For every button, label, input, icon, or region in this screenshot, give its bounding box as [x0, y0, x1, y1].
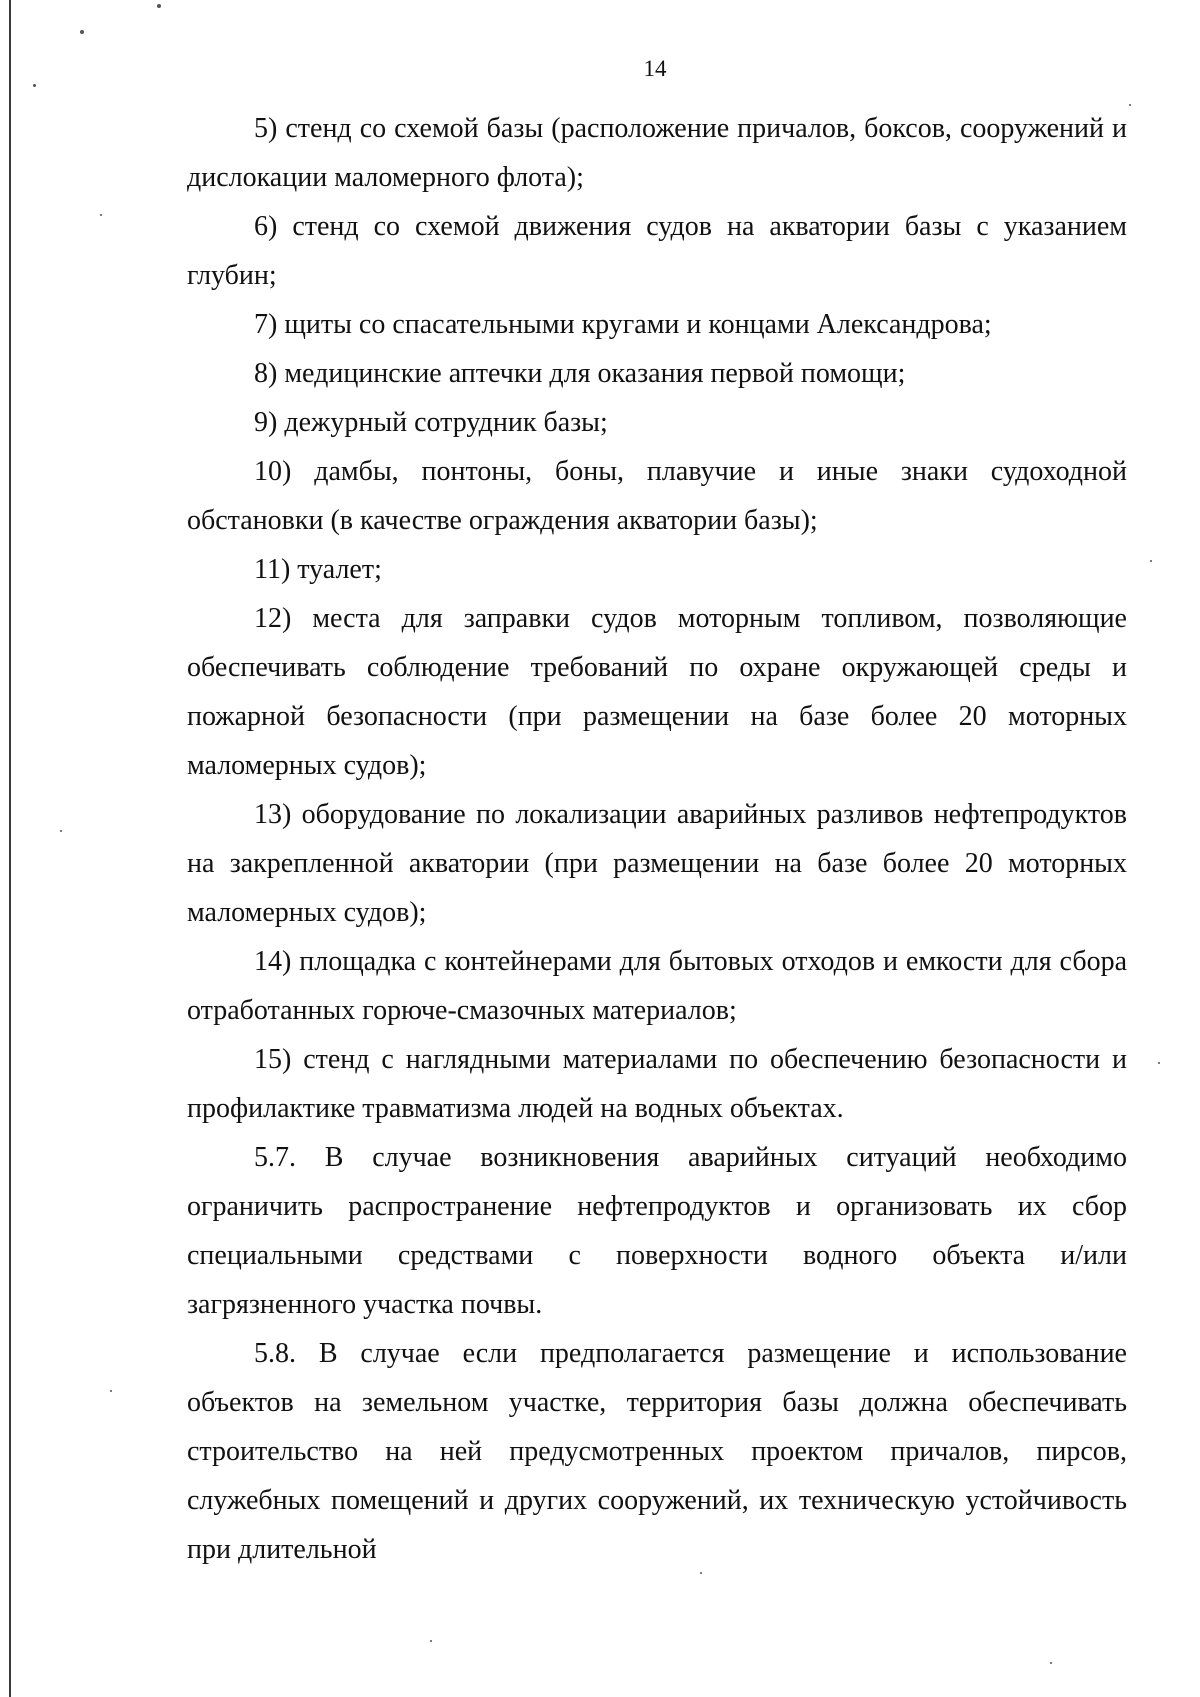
scan-speck: [110, 1390, 112, 1392]
clause-5-7: 5.7. В случае возникновения аварийных ситуаций необходимо ограничить распространение нефтепродуктов и организовать их сбор специальными средствами с поверхности водного объекта и/или загрязненного участка почвы.: [187, 1142, 1127, 1320]
scan-speck: [80, 30, 84, 34]
list-item-aptechki: 8) медицинские аптечки для оказания первой помощи;: [254, 358, 906, 389]
list-item-zapravka: 12) места для заправки судов моторным топливом, позволяющие обеспечивать соблюдение требований по охране окружающей среды и пожарной безопасности (при размещении на базе более 20 моторных маломерных судов);: [187, 603, 1127, 781]
list-item-ploshchadka: 14) площадка с контейнерами для бытовых отходов и емкости для сбора отработанных горюче-смазочных материалов;: [187, 946, 1127, 1026]
scan-speck: [157, 4, 161, 8]
clause-5-8: 5.8. В случае если предполагается размещение и использование объектов на земельном участке, территория базы должна обеспечивать строительство на ней предусмотренных проектом причалов, пирсов, служебных помещений и других сооружений, их техническую устойчивость при длительной: [187, 1338, 1127, 1565]
list-item-stend-materialy: 15) стенд с наглядными материалами по обеспечению безопасности и профилактике травматизма людей на водных объектах.: [187, 1044, 1127, 1124]
list-item-dezhurnyy: 9) дежурный сотрудник базы;: [254, 407, 608, 438]
list-item-stend-skhema-bazy: 5) стенд со схемой базы (расположение причалов, боксов, сооружений и дислокации маломерного флота);: [187, 113, 1127, 193]
list-item-damby-pontony: 10) дамбы, понтоны, боны, плавучие и иные знаки судоходной обстановки (в качестве ограждения акватории базы);: [187, 456, 1127, 536]
list-item-stend-dvizhenie-sudov: 6) стенд со схемой движения судов на акватории базы с указанием глубин;: [187, 211, 1127, 291]
scan-speck: [1050, 1662, 1052, 1664]
scan-speck: [1150, 560, 1152, 562]
list-item-shchity-krugi: 7) щиты со спасательными кругами и концами Александрова;: [254, 309, 992, 340]
list-item-lokalizatsiya: 13) оборудование по локализации аварийных разливов нефтепродуктов на закрепленной акватории (при размещении на базе более 20 моторных маломерных судов);: [187, 799, 1127, 928]
scan-speck: [430, 1640, 432, 1642]
scan-speck: [1158, 1062, 1160, 1064]
document-body: [187, 104, 1127, 1574]
scan-speck: [1129, 104, 1131, 106]
list-item-tualet: 11) туалет;: [254, 554, 382, 585]
scan-left-edge: [9, 0, 11, 1697]
page-number: 14: [643, 56, 667, 81]
scan-speck: [33, 84, 36, 87]
scan-speck: [100, 214, 102, 216]
scan-speck: [60, 830, 62, 832]
